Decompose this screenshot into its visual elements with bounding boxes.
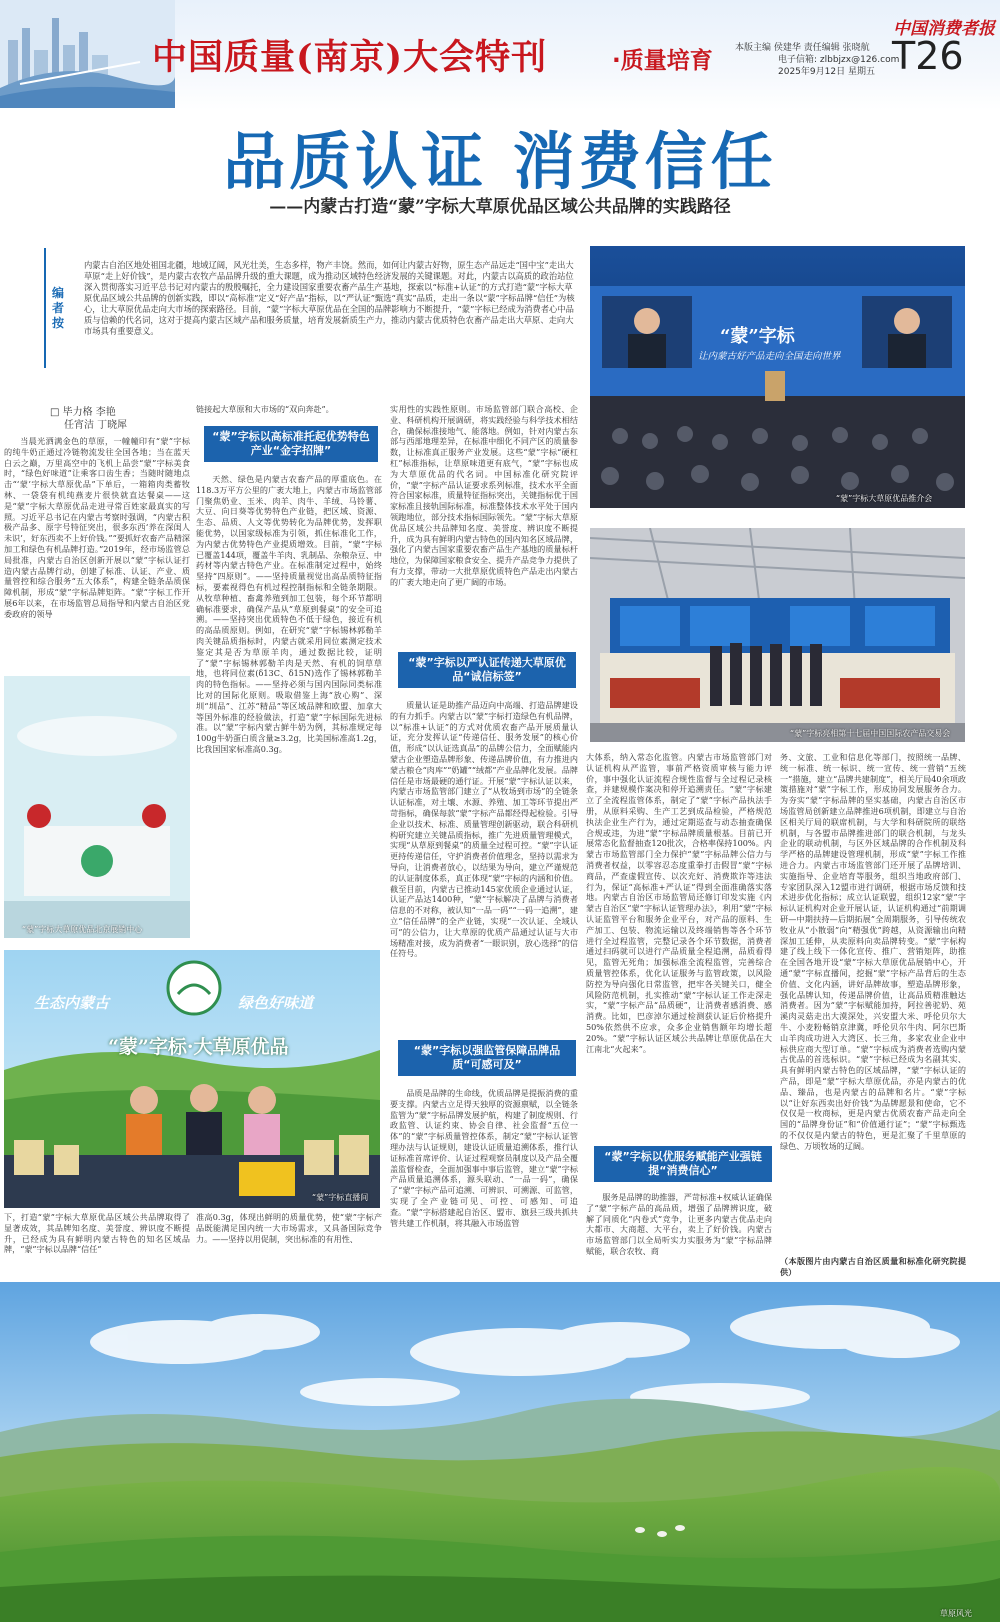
conference-screen-title: “蒙”字标: [720, 326, 795, 347]
column-2-mid-text: 天然、绿色是内蒙古农畜产品的厚重底色。在118.3万平方公里的广袤大地上，内蒙古市场监管部门聚焦奶业、玉米、肉羊、肉牛、羊绒、马铃薯、大豆、向日葵等优势特色产业链，把区域、资源、生态、品质、人文等优势转化为品牌优势，发挥职能优势，以国家级标准为引领，抓住标准化工作，为内蒙古优势特色产业提质增效。目前，“蒙”字标已覆盖144项，覆盖牛羊肉、乳制品、杂粮杂豆、中药材等内蒙古特色产业。在标准制定过程中，始终坚持“四原则”。——坚持质量视觉出高品质特征指标，要素视得色有机过程控制指标和全链条期限。从牧草种植、畜禽养殖到加工包装，每个环节都明确标准要求，确保产品从“草原到餐桌”的安全可追溯。——坚持突出优质特色不低于绿色，接近有机的高品质原则。例如，在研究“蒙”字标锡林郭勒羊肉关键品质指标时，内蒙古就采用同位素测定技术鉴定其是否为草原羊肉，通过数据比较，证明了“蒙”字标锡林郭勒羊肉是天然、有机的饲草草地，也将同位素(δ13C、δ15N)选作了锡林郭勒羊肉的特色指标。——坚持必须与国内国际同类标准比对的国际化原则。吸取借鉴上海“放心购”、深圳“圳品”、江苏“精品”等区域品牌和欧盟、加拿大等国外标准的经验做法，打造“蒙”字标国际先进标准。以“蒙”字标内蒙古鲜牛奶为例，其标准规定每100g牛奶蛋白质含量≥3.2g，比美国标准高1.2g，比我国国家标准高0.3g。: [196, 474, 382, 754]
conference-scene: [590, 246, 965, 508]
photo-credit: [780, 1256, 966, 1280]
column-5-text: 务、文旅、工业和信息化等部门，按照统一品牌、统一标准、统一标识、统一宣传、统一营销“五统一”措施，建立“品牌共建制度”，相关厅局40余项政策措施对“蒙”字标工作，形成协同发展服务合力。为夯实“蒙”字标品牌的坚实基础，内蒙古自治区市场监管局创新建立品牌推进6项机制，即建立与自治区相关厅局的联席机制，与大学和科研院所的联络机制，与各盟市品牌推进部门的联合机制，与龙头企业的联动机制，与区外区域品牌的合作机制及科学严格的品牌建设管理机制，形成“蒙”字标工作推进合力。内蒙古市场监管部门还开展了品牌培训、实施指导、企业培育等服务，组织当地政府部门、专家团队深入12盟市进行调研，根据市场反馈和技术进步优化指标；成立认证联盟，组织12家“蒙”字标认证机构对企业开展认证，认证机构通过“前期调研—中期扶持—后期拓展”全周期服务，引导传统农牧业从“小散弱”向“精强优”跨越，从资源输出向精深加工延伸，从卖原料向卖品牌转变。“蒙”字标构建了线上线下一体化宣传、推广、营销矩阵，助推在全国各地开设“蒙”字标大草原优品展销中心，开通“蒙”字标直播间，挖掘“蒙”字标产品背后的生态价值、文化内涵，讲好品牌故事，塑造品牌形象，强化品牌认知，传递品牌价值，让高品质精准触达消费者。因为“蒙”字标赋能加持，阿拉善驼奶、苑溪肉灵菇走出大漠深处，兴安盟大米、呼伦贝尔大牛、小麦粉畅销京津冀，呼伦贝尔牛肉、阿尔巴斯山羊肉成功进入大湾区、长三角，多家农业企业中标供应商大型订单。“蒙”字标成为消费者选购内蒙古优品的首选标识。“蒙”字标已经成为名副其实、具有鲜明内蒙古特色的区域品牌，“蒙”字标认证的产品，即是“蒙”字标大草原优品，亦是内蒙古的优品、臻品，也是内蒙古的品牌和名片。“蒙”字标以“让好东西卖出好价钱”为品牌愿景和使命，它不仅仅是一枚商标，更是内蒙古优质农畜产品走向全国的“品牌身份证”和“价值通行证”；“蒙”字标甄选的不仅仅是内蒙古的特色，更是汇聚了千里草原的绿色、万顷牧场的辽阔。: [780, 752, 966, 1151]
column-5: [780, 752, 966, 1252]
livestream-banner-left: 生态内蒙古: [34, 994, 110, 1012]
subtitle-2: “蒙”字标以严认证传递大草原优品“诚信标签”: [398, 652, 576, 688]
showroom-caption: “蒙”字标大草原优品北京展销中心: [22, 925, 143, 934]
expo-photo: [590, 528, 965, 742]
issue-date: 2025年9月12日 星期五: [778, 67, 875, 77]
column-3-bottom: [390, 1088, 578, 1264]
column-4-top: [586, 752, 772, 1140]
column-4-top-text: 大体系，纳入常态化监管。内蒙古市场监管部门对认证机构从严监管，事前严格资质审核与能力评价，事中强化认证流程合规性监督与全过程记录核查，并建规模作案决和停开追溯责任。“蒙”字标建立了全流程监管体系，制定了“蒙”字标产品执法手册，从原料采购、生产工艺到成品检验，严格规范执法企业生产行为，通过定期巡查与动态抽查确保合规或违，为进“蒙”字标品牌质量根基。目前已开展常态化监督抽查120批次，合格率保持100%。内蒙古市场监管部门全力保护“蒙”字标品牌公信力与消费者权益，以零容忍态度重拳打击假冒“蒙”字标商品，严查虚假宣传、以次充好、消费欺诈等违法行为，保证“高标准+严认证”得到全面准确落实落地。内蒙古自治区市场监管局还修订印发实施《内蒙古自治区“蒙”字标认证管理办法》，利用“蒙”字标认证监管平台和服务企业平台，对产品的原料、生产加工、包装、物流运输以及终端销售等各个环节进行全过程监管，完整记录各个环节数据，消费者通过扫码就可以进行产品质量全程追溯，品质看得见，监管无死角；加强标准全流程监管，完善综合质量管控体系，优化认证服务与监管政策，以风险防控为导向强化日常监管，把牢各关键关口，健全风险防范机制，扎实推动“蒙”字标认证工作走深走实，“蒙”字标产品“品质硬”，让消费者感消费、感消费。比如，巴彦淖尔通过检测获认证后价格提升50%依然供不应求，众多企业销售额年均增长超20%。“蒙”字标认证区域公共品牌让草原优品在大江南北“火起来”。: [586, 752, 772, 1054]
subtitle-4: “蒙”字标以优服务赋能产业强链提“消费信心”: [594, 1146, 772, 1182]
editor-note-label: 编者按: [52, 286, 65, 330]
expo-scene: [590, 528, 965, 742]
page-number: T26: [892, 34, 964, 78]
subheadline: ——内蒙古打造“蒙”字标大草原优品区域公共品牌的实践路径: [269, 197, 731, 217]
editor-credit: 本版主编 侯建华 责任编辑 张晓航: [735, 43, 870, 53]
editor-note: [44, 246, 584, 371]
subtitle-3: “蒙”字标以强监管保障品牌品质“可感可及”: [398, 1040, 576, 1076]
livestream-caption: “蒙”字标直播间: [312, 1193, 369, 1202]
section-title: 中国质量(南京)大会特刊: [152, 37, 548, 78]
conference-caption: “蒙”字标大草原优品推介会: [836, 494, 933, 503]
section-subtitle: ·质量培育: [612, 48, 713, 74]
column-2-mid: [196, 474, 382, 944]
column-3-mid: [390, 700, 578, 1030]
page-header: [0, 0, 1000, 110]
column-3-bottom-text: 品质是品牌的生命线，优质品牌是提振消费的重要支撑。内蒙古立足得天独厚的资源禀赋，以全链条监管为“蒙”字标品牌发展护航，构建了制度规则、行政监管、认证约束、协会自律、社会监督“五位一体”的“蒙”字标质量管控体系，制定“蒙”字标认证管理办法与认证规则，建设认证质量追溯体系，推行认证标准首席评价、认证过程观察员制度以及产品全覆盖监督检查，全面加强事中事后监管，建立“蒙”字标产品质量追溯体系，源头联动、“一品一码”，确保了“蒙”字标产品可追溯、可辨识、可溯源、可监管，实现了全产业链可见、可控、可感知、可追查。“蒙”字标搭建起自治区、盟市、旗县三级共抓共管共建工作机制，将其融入市场监管: [390, 1088, 578, 1228]
column-3-top-text: 实用性的实践性原则。市场监管部门联合高校、企业、科研机构开展调研，将实践经验与科学技术相结合，确保标准接地气、能落地。例如，针对内蒙古东部与西部地理差异，在标准中细化不同产区的质量参数，让标准真正服务产业发展。这些“蒙”字标“硬杠杠”标准指标，让草原味道更有底气，“蒙”字标也成为大草原优品的代名词。中国标准化研究院评价，“蒙”字标产品认证要求系列标准，技术水平全面符合国家标准，质量特征指标突出，关键指标优于国家标准且接轨国际标准，标准整体技术水平处于国内领跑地位，部分技术指标国际领先。“蒙”字标大草原优品区域公共品牌知名度、美誉度、辨识度不断提升，成为具有鲜明内蒙古特色的国内知名区域品牌，强化了内蒙古国家重要农畜产品生产基地的质量标杆地位，为保障国家粮食安全、提升产品竞争力提供了有力支撑，带动一大批草原优质特色产品走出内蒙古的广袤大地走向了更广阔的市场。: [390, 404, 578, 587]
column-2-top-text: 链接起大草原和大市场的“双向奔赴”。: [196, 404, 334, 414]
column-4-bottom: [586, 1192, 772, 1264]
grassland-scene: [0, 1282, 1000, 1622]
editor-note-rule: [44, 248, 46, 368]
column-1-top-text: 当晨光洒满金色的草原，一幢幢印有“蒙”字标的纯牛奶正通过冷链物流发往全国各地；当在蓝天白云之巅，万里高空中的飞机上品尝“蒙”字标美食时，“绿色好味道”让乘客口齿生香；当随时随地点击“‘蒙’字标大草原优品”下单后，一箱箱肉类蓄牧林、一袋袋有机纯燕麦片很快就直达餐桌——这是“蒙”字标大草原优品走进寻常百姓家最真实的写照。习近平总书记在内蒙古考察时强调，“内蒙古积极产品多、原字号特征突出，很多东西‘养在深闺人未识’，好东西卖不上好价钱。”“要抓好农畜产品精深加工和绿色有机品牌打造。”2019年，经市场监管总局批准，内蒙古自治区创新开展以“蒙”字标认证打造内蒙古品牌行动，创建了标准、认证、产业、质量管控和综合服务“五大体系”，构建全链条品质保障机制，形成“蒙”字标品牌矩阵。“蒙”字标工作开展6年以来，在市场监管总局指导和内蒙古自治区党委政府的领导: [4, 436, 190, 619]
subtitle-1: “蒙”字标以高标准托起优势特色产业“金字招牌”: [204, 426, 378, 462]
editor-email: 电子信箱: zlbbjzx@126.com: [778, 55, 900, 65]
conference-photo: [590, 246, 965, 508]
city-skyline-icon: [0, 0, 175, 108]
conference-screen-slogan: 让内蒙古好产品走向全国走向世界: [698, 351, 841, 362]
photo-credit-text: （本版图片由内蒙古自治区质量和标准化研究院提供）: [780, 1256, 966, 1277]
masthead-logo: 中国消费者报: [893, 19, 995, 39]
livestream-photo: [4, 950, 380, 1208]
column-3-top: [390, 404, 578, 644]
author-byline: [50, 406, 190, 432]
column-1-top: [4, 436, 190, 672]
expo-caption: “蒙”字标亮相第十七届中国国际农产品交易会: [790, 729, 951, 738]
column-4-bottom-text: 服务是品牌的助推器，严苛标准+权威认证确保了“蒙”字标产品的高品质，增强了品牌辨识度，破解了同质化“内卷式”竞争，让更多内蒙古优品走向大都市、大商超、大平台，卖上了好价钱。内蒙古市场监管部门以全局听实力实服务为“蒙”字标品牌赋能，联合农牧、商: [586, 1192, 772, 1256]
column-3-mid-text: 质量认证是助推产品迈向中高端、打造品牌建设的有力抓手。内蒙古以“蒙”字标打造绿色有机品牌，以“标准+认证”的方式对优质农畜产品开展质量认证，充分发挥认证“传递信任、服务发展”的核心价值，形成“以认证选真品”的品牌公信力，全面赋能内蒙古企业塑造品牌形象、传递品牌价值，有力推进内蒙古粮仓“肉库”“奶罐”“绒都”产业品牌化发展。品牌信任是市场最硬的通行证。开展“蒙”字标认证以来，内蒙古市场监管部门建立了“从牧场到市场”的全链条认证标准，对土壤、水源、养殖、加工等环节提出严苛指标，确保每款“蒙”字标产品都经得起检验。引导企业以技术、标准、质量管理创新驱动，联合科研机构研究建立关键品质指标，推广先进质量管理模式，实现“从草原到餐桌”的质量全过程可控。“蒙”字认证更持传递信任，守护消费者价值理念，坚持以需求为导向，让消费者放心，以结果为导向，建立严谨规范的认证制度体系，真正体现“蒙”字标的内涵和价值。截至目前，内蒙古已推动145家优质企业通过认证，认证产品达1400种，“蒙”字标解决了品牌与消费者信息的不对称，被认知“一品一码”“一码一追溯”，建立“信任品牌”的全产业链，实现“一次认证、全域认可”的公信力，让大草原的优质产品通过认证与大市场精准对接，成为消费者“一眼识别，放心选择”的信任符号。: [390, 700, 578, 959]
livestream-scene: [4, 950, 380, 1208]
column-1-bottom: [4, 1212, 190, 1264]
showroom-scene: [4, 676, 190, 938]
grassland-banner-photo: [0, 1282, 1000, 1622]
livestream-banner-right: 绿色好味道: [238, 994, 314, 1012]
column-2-bottom-text: 准高0.3g，体现出鲜明的质量优势，使“蒙”字标产品既能满足国内统一大市场需求，又具备国际竞争力。——坚持以用促制，突出标准的有用性、: [196, 1212, 382, 1244]
author-line-1: □ 毕力格 李艳: [50, 407, 116, 418]
grassland-caption: 草原风光: [940, 1609, 972, 1618]
livestream-banner-main: “蒙”字标·大草原优品: [108, 1036, 289, 1058]
showroom-photo: [4, 676, 190, 938]
column-1-bottom-text: 下，打造“蒙”字标大草原优品区域公共品牌取得了显著成效，其品牌知名度、美誉度、辨识度不断提升，已经成为具有鲜明内蒙古特色的知名区域品牌，“蒙”字标以品牌“信任”: [4, 1212, 190, 1255]
column-2-bottom: [196, 1212, 382, 1264]
editor-note-text: 内蒙古自治区地处祖国北疆，地域辽阔，风光壮美，生态多样，物产丰饶。然而，如何让内蒙古好物，原生态产品远走“国中宝”走出大草原“走上好价钱”，是内蒙古农牧产品品牌升级的重大课题，成为推动区域特色经济发展的关键课题。对此，内蒙古以高质的政治站位深入贯彻落实习近平总书记对内蒙古的殷殷嘱托，全力建设国家重要农畜产品生产基地，探索以“标准+认证”的方式打造“蒙”字标大草原优品区域公共品牌的创新实践，即以“高标准”定义“好产品”指标，以“严认证”甄选“真实”品质，走出一条以“蒙”字标品牌“信任”为核心，让大草原优品走向大市场的探索路径。目前，“蒙”字标大草原优品在全国的品牌影响力不断提升，“蒙”字标已经成为消费者心中品质与信赖的代名词，这对于提高内蒙古区域产品和服务质量，培育发展新质生产力，推动内蒙古优质特色农畜产品走出大草原、走向大市场具有重要意义。: [84, 260, 575, 336]
author-line-2: 任宵洁 丁晓犀: [64, 420, 128, 431]
headline: 品质认证 消费信任: [223, 125, 777, 198]
column-2-top: [196, 404, 382, 418]
